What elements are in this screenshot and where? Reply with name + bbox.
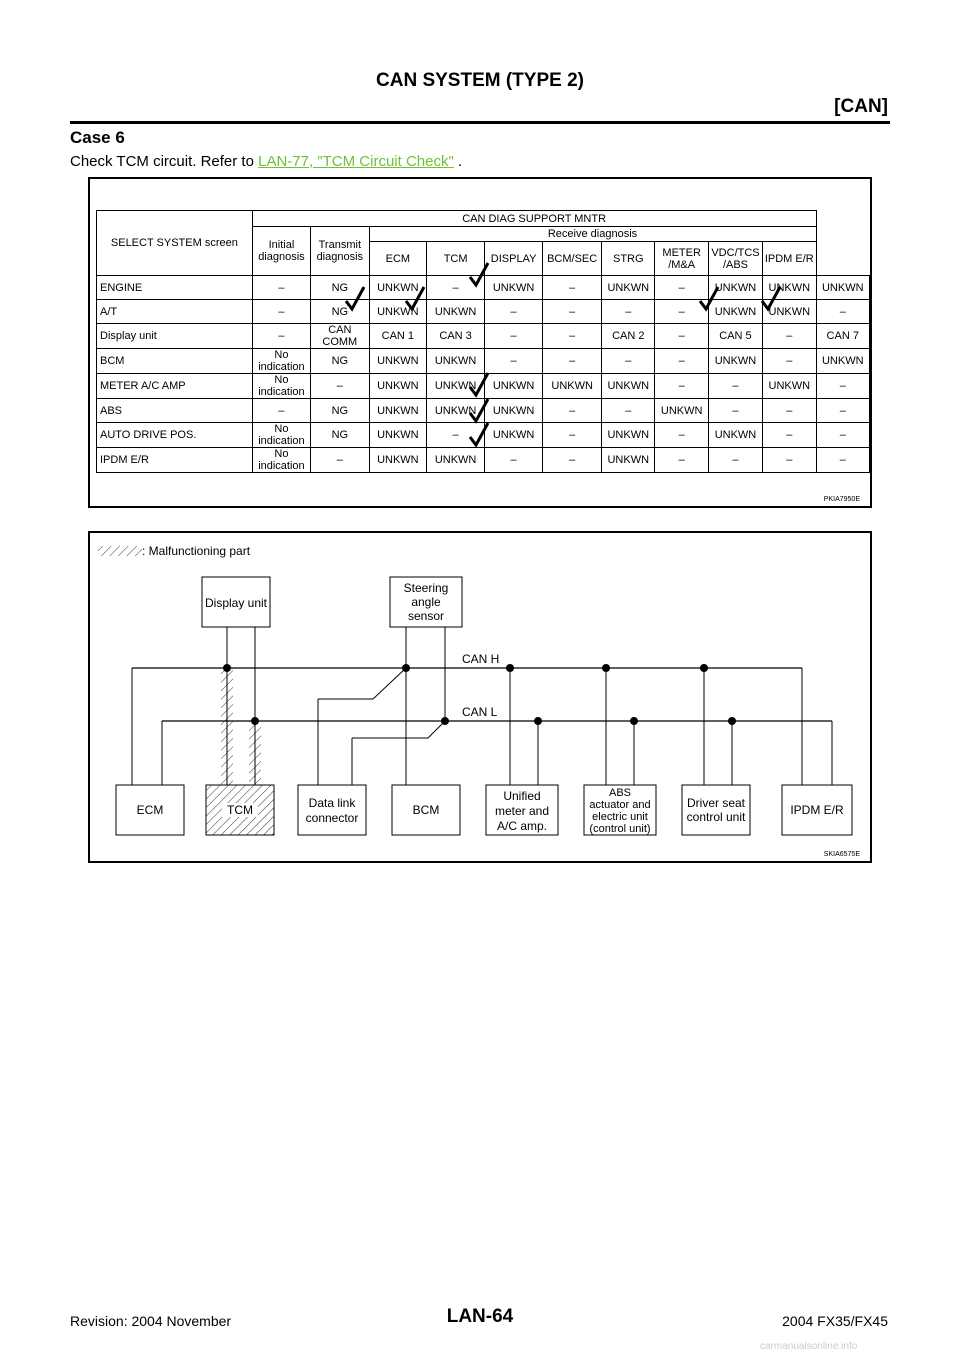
- table-cell: CAN 3: [427, 324, 485, 349]
- table-cell: –: [816, 300, 870, 324]
- table-cell: UNKWN: [708, 349, 762, 374]
- meter-label-3: A/C amp.: [496, 819, 548, 833]
- row-label: AUTO DRIVE POS.: [97, 423, 253, 448]
- table-cell: –: [252, 300, 310, 324]
- table-cell: –: [252, 276, 310, 300]
- figure-code: SKIA6575E: [823, 851, 860, 858]
- col-strg: STRG: [602, 242, 655, 276]
- table-cell: UNKWN: [369, 349, 427, 374]
- table-cell: UNKWN: [708, 300, 762, 324]
- legend-text: : Malfunctioning part: [142, 544, 251, 558]
- case-title: Case 6: [70, 128, 125, 147]
- table-cell: –: [543, 324, 602, 349]
- table-cell: UNKWN: [816, 349, 870, 374]
- table-cell: –: [543, 276, 602, 300]
- table-cell: –: [655, 349, 708, 374]
- table-cell: –: [816, 399, 870, 423]
- abs-label-4: (control unit): [589, 823, 651, 835]
- table-cell: –: [655, 276, 708, 300]
- row-label: IPDM E/R: [97, 448, 253, 473]
- table-cell: –: [252, 399, 310, 423]
- row-label: A/T: [97, 300, 253, 324]
- table-cell: UNKWN: [602, 448, 655, 473]
- table-cell: –: [816, 374, 870, 399]
- row-label: METER A/C AMP: [97, 374, 253, 399]
- table-cell: –: [543, 448, 602, 473]
- table-cell: UNKWN: [427, 349, 485, 374]
- tcm-circuit-check-link[interactable]: LAN-77, "TCM Circuit Check": [258, 153, 454, 170]
- header-rule: [70, 121, 890, 124]
- table-cell: –: [655, 448, 708, 473]
- table-cell: UNKWN: [369, 423, 427, 448]
- check-mark-icon: [470, 263, 488, 285]
- receive-diagnosis-header: Receive diagnosis: [369, 227, 816, 242]
- table-cell: –: [484, 300, 542, 324]
- dlc-label-2: connector: [305, 811, 359, 825]
- table-cell: UNKWN: [708, 276, 762, 300]
- table-cell: UNKWN: [543, 374, 602, 399]
- table-cell: UNKWN: [602, 276, 655, 300]
- table-cell: UNKWN: [816, 276, 870, 300]
- table-cell: –: [543, 423, 602, 448]
- table-cell: –: [484, 349, 542, 374]
- instruction-prefix: Check TCM circuit. Refer to: [70, 153, 259, 170]
- col-vdc: VDC/TCS /ABS: [708, 242, 762, 276]
- abs-label-3: electric unit: [592, 811, 648, 823]
- ecm-label: ECM: [136, 803, 164, 817]
- check-mark-icon: [700, 287, 718, 309]
- table-cell: –: [655, 374, 708, 399]
- footer-page-number: LAN-64: [446, 1306, 514, 1327]
- table-cell: –: [708, 374, 762, 399]
- table-cell: UNKWN: [484, 276, 542, 300]
- col-tcm: TCM: [427, 242, 485, 276]
- row-label: Display unit: [97, 324, 253, 349]
- meter-label-1: Unified: [503, 789, 541, 803]
- col-ecm: ECM: [369, 242, 427, 276]
- display-unit-label: Display unit: [204, 596, 268, 610]
- table-cell: UNKWN: [708, 423, 762, 448]
- table-cell: –: [655, 423, 708, 448]
- table-cell: –: [543, 349, 602, 374]
- section-tag: [CAN]: [834, 96, 888, 117]
- tcm-label: TCM: [227, 803, 253, 817]
- table-cell: UNKWN: [369, 448, 427, 473]
- check-mark-icon: [346, 287, 364, 309]
- circuit-diagram: [90, 533, 870, 861]
- table-cell: –: [543, 399, 602, 423]
- table-cell: UNKWN: [369, 300, 427, 324]
- col-display: DISPLAY: [484, 242, 542, 276]
- transmit-diagnosis-header: Transmit diagnosis: [311, 227, 369, 276]
- table-cell: –: [427, 276, 485, 300]
- col-meter: METER /M&A: [655, 242, 708, 276]
- figure-code: PKIA7950E: [823, 496, 860, 503]
- table-cell: –: [602, 399, 655, 423]
- check-mark-icon: [470, 373, 488, 395]
- table-cell: UNKWN: [602, 374, 655, 399]
- table-cell: NG: [311, 300, 369, 324]
- initial-diagnosis-header: Initial diagnosis: [252, 227, 310, 276]
- steering-label-1: Steering: [403, 581, 449, 595]
- table-cell: NG: [311, 349, 369, 374]
- driver-label-2: control unit: [686, 810, 746, 824]
- data-link-connector-box: [298, 785, 366, 835]
- table-cell: –: [816, 448, 870, 473]
- footer-model: 2004 FX35/FX45: [782, 1313, 888, 1329]
- table-cell: CAN COMM: [311, 324, 369, 349]
- table-cell: UNKWN: [427, 300, 485, 324]
- table-cell: –: [763, 399, 816, 423]
- table-cell: –: [602, 300, 655, 324]
- table-cell: –: [484, 448, 542, 473]
- table-cell: CAN 7: [816, 324, 870, 349]
- legend-hatch-icon: [98, 546, 142, 556]
- table-cell: CAN 5: [708, 324, 762, 349]
- page-title: CAN SYSTEM (TYPE 2): [376, 70, 584, 91]
- table-cell: –: [484, 324, 542, 349]
- footer-revision: Revision: 2004 November: [70, 1313, 232, 1329]
- table-cell: UNKWN: [763, 374, 816, 399]
- table-cell: –: [763, 448, 816, 473]
- table-cell: –: [708, 399, 762, 423]
- table-cell: UNKWN: [484, 399, 542, 423]
- row-label: ENGINE: [97, 276, 253, 300]
- table-cell: UNKWN: [427, 448, 485, 473]
- abs-label-2: actuator and: [589, 799, 651, 811]
- table-cell: UNKWN: [484, 374, 542, 399]
- table-cell: –: [763, 349, 816, 374]
- table-cell: –: [602, 349, 655, 374]
- table-cell: UNKWN: [369, 276, 427, 300]
- driver-label-1: Driver seat: [686, 796, 746, 810]
- instruction-suffix: .: [453, 153, 463, 170]
- table-cell: –: [763, 324, 816, 349]
- table-cell: –: [708, 448, 762, 473]
- can-l-label: CAN L: [462, 705, 498, 719]
- table-cell: –: [543, 300, 602, 324]
- check-mark-icon: [470, 399, 488, 421]
- bcm-label: BCM: [412, 803, 440, 817]
- check-mark-icon: [406, 287, 424, 309]
- table-cell: NG: [311, 276, 369, 300]
- table-cell: NG: [311, 399, 369, 423]
- table-cell: No indication: [252, 374, 310, 399]
- table-cell: –: [311, 374, 369, 399]
- instruction-text: [70, 153, 462, 170]
- ipdm-label: IPDM E/R: [790, 803, 844, 817]
- table-cell: UNKWN: [763, 276, 816, 300]
- abs-label-1: ABS: [608, 787, 632, 799]
- table-cell: UNKWN: [427, 374, 485, 399]
- table-cell: –: [816, 423, 870, 448]
- watermark: carmanualsonline.info: [760, 1341, 858, 1352]
- row-label: ABS: [97, 399, 253, 423]
- table-cell: UNKWN: [369, 399, 427, 423]
- table-cell: NG: [311, 423, 369, 448]
- table-cell: –: [763, 423, 816, 448]
- check-mark-icon: [762, 287, 780, 309]
- table-cell: –: [655, 324, 708, 349]
- support-mntr-header: CAN DIAG SUPPORT MNTR: [252, 211, 816, 227]
- row-label: BCM: [97, 349, 253, 374]
- steering-label-3: sensor: [407, 609, 445, 623]
- check-mark-icon: [470, 423, 488, 445]
- table-cell: UNKWN: [602, 423, 655, 448]
- check-marks: [90, 179, 870, 506]
- table-cell: No indication: [252, 349, 310, 374]
- table-cell: No indication: [252, 423, 310, 448]
- can-diag-figure: [88, 177, 872, 508]
- col-ipdm: IPDM E/R: [763, 242, 816, 276]
- steering-label-2: angle: [411, 595, 441, 609]
- table-cell: –: [655, 300, 708, 324]
- table-cell: UNKWN: [763, 300, 816, 324]
- can-h-label: CAN H: [462, 652, 500, 666]
- table-cell: UNKWN: [369, 374, 427, 399]
- table-cell: UNKWN: [484, 423, 542, 448]
- table-cell: –: [427, 423, 485, 448]
- dlc-label-1: Data link: [308, 796, 356, 810]
- table-cell: No indication: [252, 448, 310, 473]
- table-cell: –: [311, 448, 369, 473]
- table-cell: CAN 1: [369, 324, 427, 349]
- col-bcm-sec: BCM/SEC: [543, 242, 602, 276]
- select-system-header: SELECT SYSTEM screen: [97, 211, 253, 276]
- table-cell: UNKWN: [655, 399, 708, 423]
- table-cell: UNKWN: [427, 399, 485, 423]
- meter-label-2: meter and: [494, 804, 550, 818]
- table-cell: –: [252, 324, 310, 349]
- can-circuit-figure: [88, 531, 872, 863]
- table-cell: CAN 2: [602, 324, 655, 349]
